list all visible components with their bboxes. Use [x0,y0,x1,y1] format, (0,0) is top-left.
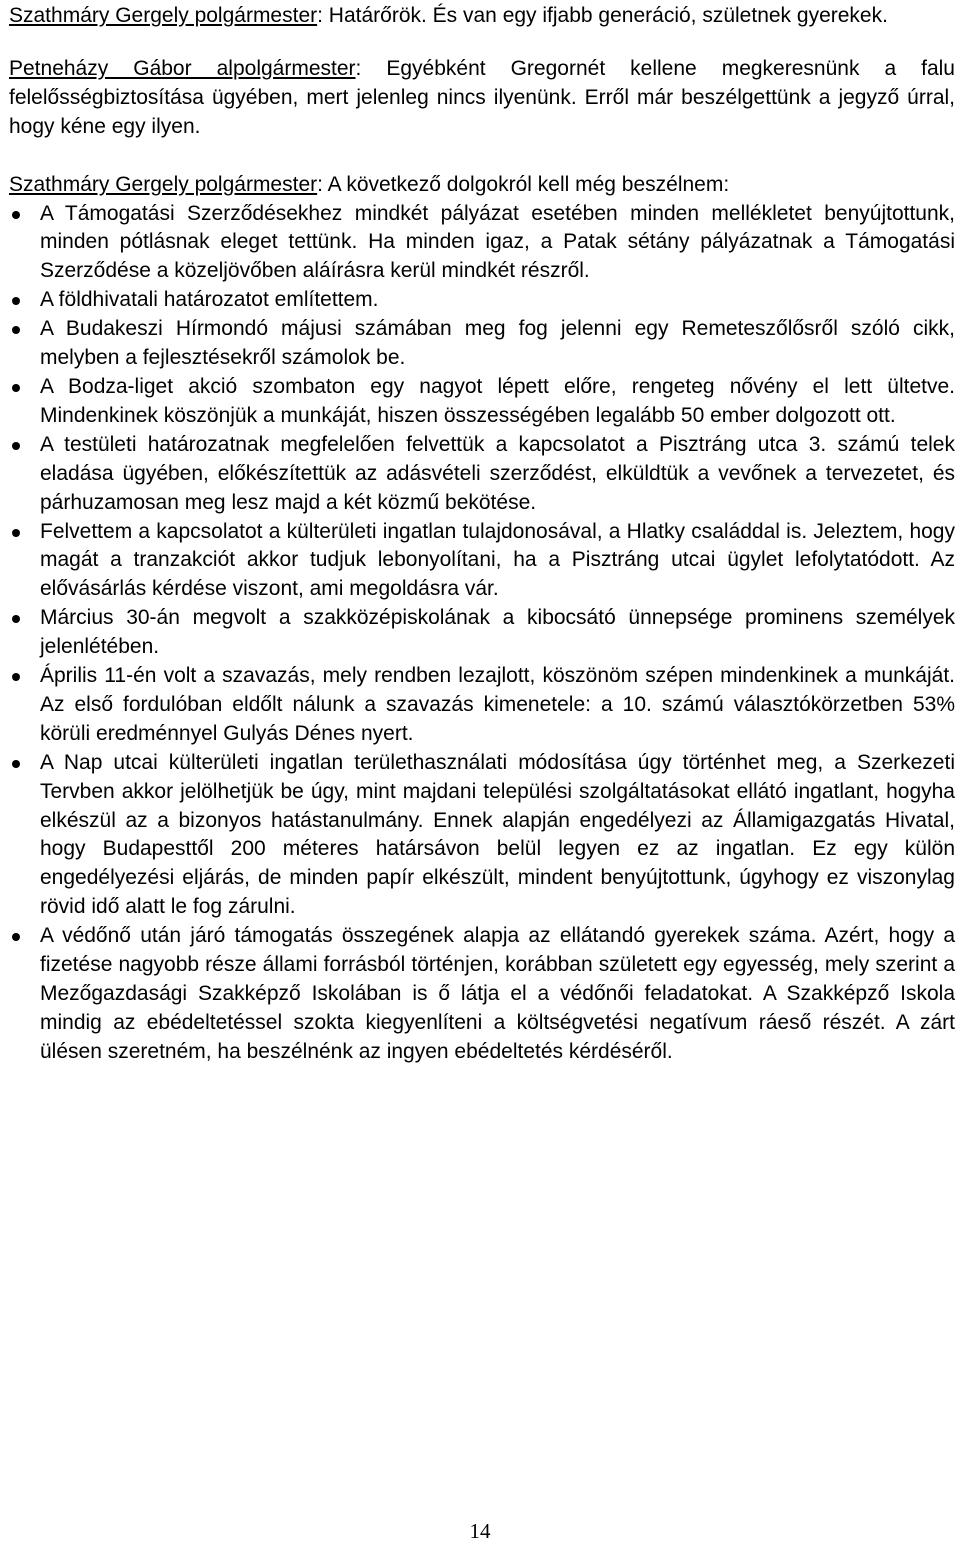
paragraph-mayor-1 [9,2,955,31]
paragraph-deputy-mayor [9,55,955,142]
document-page [9,2,955,1067]
paragraph-text: : A következő dolgokról kell még beszélnem: [317,172,730,196]
bullet-icon [12,384,20,392]
list-item-text: A Nap utcai külterületi ingatlan területhasználati módosítása úgy történhet meg, a Szerkezeti Tervben akkor jelölhetjük be úgy, mint majdani települési szolgáltatásokat ellátó ingatlant, hogyha elkészül az a bizonyos hatástanulmány. Ennek alapján engedélyezi az Államigazgatás Hivatal, hogy Budapesttől 200 méteres határsávon belül legyen ez az ingatlan. Ez egy külön engedélyezési eljárás, de minden papír elkészült, mindent benyújtottunk, úgyhogy ez viszonylag rövid idő alatt le fog zárulni. [40,750,955,919]
bullet-icon [12,933,20,941]
list-item [9,662,955,749]
list-item [9,922,955,1067]
speaker-name: Petneházy Gábor alpolgármester [9,56,356,80]
list-item [9,373,955,431]
bullet-icon [12,442,20,450]
paragraph-text: : Egyébként Gregornét kellene megkeresnünk a falu felelősségbiztosítása ügyében, mert jelenleg nincs ilyenünk. Erről már beszélgettünk a jegyző úrral, hogy kéne egy ilyen. [9,56,955,138]
bullet-list [9,200,955,1067]
list-item-text: A földhivatali határozatot említettem. [40,288,379,312]
list-item-text: A Budakeszi Hírmondó májusi számában meg fog jelenni egy Remeteszőlősről szóló cikk, melyben a fejlesztésekről számolok be. [40,317,955,370]
list-item-text: Felvettem a kapcsolatot a külterületi ingatlan tulajdonosával, a Hlatky családdal is. Jeleztem, hogy magát a tranzakciót akkor tudjuk lebonyolítani, ha a Pisztráng utcai ügylet lefolytatódott. Az elővásárlás kérdése viszont, ami megoldásra vár. [40,519,955,601]
bullet-icon [12,326,20,334]
bullet-icon [12,760,20,768]
bullet-icon [12,615,20,623]
list-item-text: A Bodza-liget akció szombaton egy nagyot lépett előre, rengeteg nővény el lett ültetve. Mindenkinek köszönjük a munkáját, hiszen összességében legalább 50 ember dolgozott ott. [40,374,955,427]
list-item [9,604,955,662]
list-item [9,315,955,373]
list-item [9,431,955,518]
bullet-icon [12,673,20,681]
speaker-name: Szathmáry Gergely polgármester [9,172,318,196]
list-item-text: A testületi határozatnak megfelelően felvettük a kapcsolatot a Pisztráng utca 3. számú telek eladása ügyében, előkészítettük az adásvételi szerződést, elküldtük a vevőnek a tervezetet, és párhuzamosan meg lesz majd a két közmű bekötése. [40,432,955,514]
list-item-text: A Támogatási Szerződésekhez mindkét pályázat esetében minden mellékletet benyújtottunk, minden pótlásnak eleget tettünk. Ha minden igaz, a Patak sétány pályázatnak a Támogatási Szerződése a közeljövőben aláírásra kerül mindkét részről. [40,201,955,283]
speaker-name: Szathmáry Gergely polgármester [9,4,318,27]
paragraph-text: : Határőrök. És van egy ifjabb generáció, születnek gyerekek. [317,4,888,27]
page-number: 14 [469,1519,491,1543]
bullet-icon [12,211,20,219]
list-item [9,749,955,922]
paragraph-mayor-2 [9,171,955,200]
list-item-text: A védőnő után járó támogatás összegének alapja az ellátandó gyerekek száma. Azért, hogy a fizetése nagyobb része állami forrásból történjen, korábban született egy egyesség, mely szerint a Mezőgazdasági Szakképző Iskolában is ő látja el a védőnői feladatokat. A Szakképző Iskola mindig az ebédeltetéssel szokta kiegyenlíteni a költségvetési negatívum ráeső részét. A zárt ülésen szeretném, ha beszélnénk az ingyen ebédeltetés kérdéséről. [40,924,955,1063]
list-item-text: Március 30-án megvolt a szakközépiskolának a kibocsátó ünnepsége prominens személyek jelenlétében. [40,606,955,659]
bullet-icon [12,529,20,537]
bullet-icon [12,297,20,305]
list-item [9,518,955,605]
list-item [9,200,955,287]
list-item [9,286,955,315]
list-item-text: Április 11-én volt a szavazás, mely rendben lezajlott, köszönöm szépen mindenkinek a munkáját. Az első fordulóban eldőlt nálunk a szavazás kimenetele: a 10. számú választókörzetben 53% körüli eredménnyel Gulyás Dénes nyert. [40,664,955,745]
